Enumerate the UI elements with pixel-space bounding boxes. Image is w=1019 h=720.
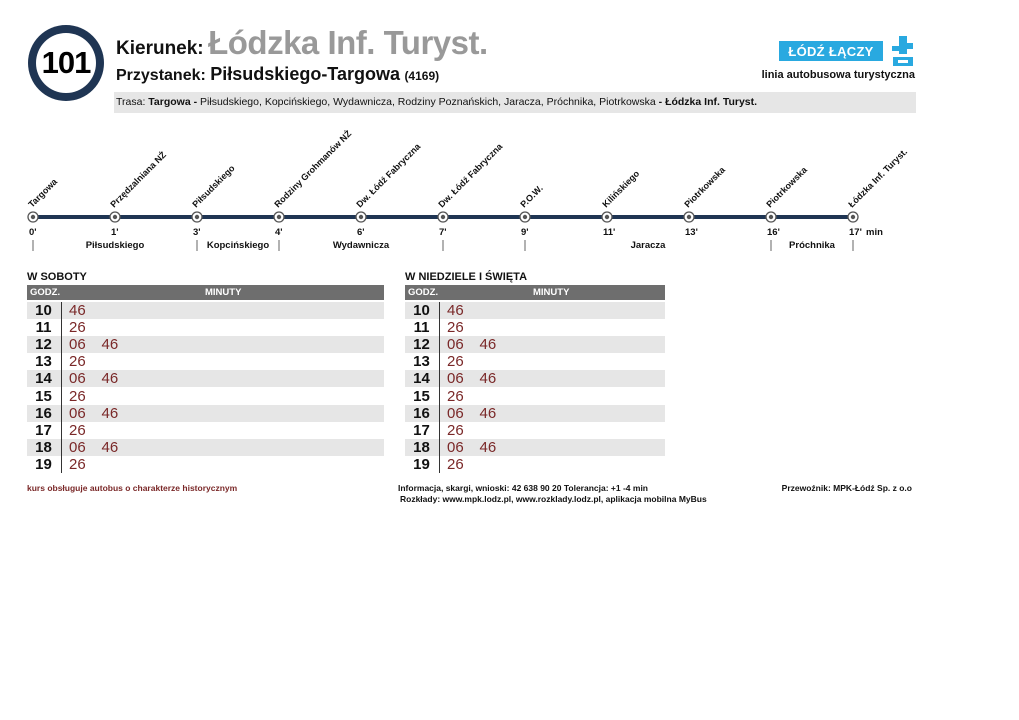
timetable-row bbox=[405, 388, 665, 405]
minute-cell: 46 bbox=[479, 370, 497, 388]
timetable-title: W SOBOTY bbox=[27, 271, 87, 283]
route-description bbox=[114, 92, 916, 113]
stop-name-label: Targowa bbox=[26, 176, 60, 210]
route-stop bbox=[26, 176, 59, 238]
route-label: Trasa: bbox=[116, 96, 146, 108]
timetable-row bbox=[405, 456, 665, 473]
stop-time-label: 13' bbox=[685, 227, 698, 238]
stop-node-dot bbox=[687, 215, 691, 219]
timetable-row bbox=[27, 302, 384, 319]
stop-time-label: 17' bbox=[849, 227, 862, 238]
minute-cell: 26 bbox=[69, 421, 86, 439]
minute-cell: 46 bbox=[479, 404, 497, 422]
stop-time-label: 9' bbox=[521, 227, 529, 238]
route-end: - Łódzka Inf. Turyst. bbox=[658, 96, 758, 108]
hour-cell: 17 bbox=[413, 421, 430, 439]
route-stop bbox=[518, 183, 544, 238]
stop-node-dot bbox=[441, 215, 445, 219]
minute-cell: 26 bbox=[447, 455, 464, 473]
stop-name-label: Łódzka Inf. Turyst. bbox=[846, 146, 910, 210]
minute-cell: 46 bbox=[101, 438, 119, 456]
minute-cell: 06 bbox=[69, 438, 86, 456]
stop-node-dot bbox=[195, 215, 199, 219]
minute-cell: 06 bbox=[447, 404, 464, 422]
stop-time-label: 16' bbox=[767, 227, 780, 238]
direction-line bbox=[116, 24, 488, 62]
minute-cell: 06 bbox=[69, 404, 86, 422]
stop-name-label: Dw. Łódź Fabryczna bbox=[436, 141, 505, 210]
direction-value: Łódzka Inf. Turyst. bbox=[208, 24, 488, 61]
stop-node-dot bbox=[851, 215, 855, 219]
hour-cell: 15 bbox=[413, 387, 430, 405]
route-stop bbox=[600, 168, 641, 238]
stop-line bbox=[116, 64, 439, 85]
stop-label: Przystanek: bbox=[116, 67, 206, 84]
stop-name-label: Piotrkowska bbox=[764, 164, 809, 210]
hour-column-header: GODZ. bbox=[30, 287, 61, 298]
timetable-row bbox=[27, 422, 384, 439]
timetable-row bbox=[405, 302, 665, 319]
timetable-row bbox=[405, 439, 665, 456]
info-contact: Informacja, skargi, wnioski: 42 638 90 20 Tolerancja: +1 -4 min bbox=[398, 483, 648, 493]
minute-cell: 46 bbox=[101, 404, 119, 422]
stop-name-label: Piłsudskiego bbox=[190, 163, 237, 210]
route-stop bbox=[764, 164, 809, 238]
hour-cell: 19 bbox=[413, 455, 430, 473]
street-segment-label: Kopcińskiego bbox=[206, 240, 270, 251]
route-stop bbox=[108, 149, 168, 238]
route-start: Targowa - bbox=[148, 96, 198, 108]
minute-cell: 46 bbox=[479, 336, 497, 354]
hour-cell: 16 bbox=[35, 404, 52, 422]
hour-cell: 12 bbox=[413, 336, 430, 354]
line-type-label: linia autobusowa turystyczna bbox=[761, 69, 915, 81]
minute-cell: 26 bbox=[447, 421, 464, 439]
timetable-row bbox=[27, 456, 384, 473]
route-diagram bbox=[0, 120, 1019, 260]
route-stop bbox=[272, 128, 353, 238]
stop-name-label: P.O.W. bbox=[518, 183, 545, 210]
minute-cell: 46 bbox=[101, 370, 119, 388]
street-segment-label: Próchnika bbox=[789, 240, 835, 251]
minute-cell: 26 bbox=[69, 319, 86, 337]
timetable-row bbox=[27, 370, 384, 387]
hour-divider-line bbox=[61, 302, 62, 473]
stop-time-label: 11' bbox=[603, 227, 616, 238]
stop-name-label: Piotrkowska bbox=[682, 164, 727, 210]
hour-cell: 13 bbox=[35, 353, 52, 371]
stop-node-dot bbox=[31, 215, 35, 219]
timetable-row bbox=[405, 422, 665, 439]
stop-time-label: 3' bbox=[193, 227, 201, 238]
minute-cell: 46 bbox=[479, 438, 497, 456]
route-streets: Piłsudskiego, Kopcińskiego, Wydawnicza, Rodziny Poznańskich, Jaracza, Próchnika, Piotrkowska bbox=[200, 96, 656, 108]
hour-cell: 10 bbox=[413, 302, 430, 319]
hour-column-header: GODZ. bbox=[408, 287, 439, 298]
timetable-row bbox=[405, 405, 665, 422]
street-segment-label: Wydawnicza bbox=[332, 240, 390, 251]
stop-node-dot bbox=[359, 215, 363, 219]
timetable-row bbox=[405, 336, 665, 353]
hour-cell: 15 bbox=[35, 387, 52, 405]
route-stop bbox=[846, 147, 909, 238]
minute-cell: 06 bbox=[69, 370, 86, 388]
hour-cell: 19 bbox=[35, 455, 52, 473]
line-number-badge bbox=[28, 25, 104, 101]
minute-cell: 26 bbox=[447, 319, 464, 337]
minute-cell: 26 bbox=[69, 353, 86, 371]
minute-cell: 06 bbox=[69, 336, 86, 354]
route-stop bbox=[354, 141, 423, 238]
route-stop bbox=[682, 164, 727, 238]
stop-node-dot bbox=[523, 215, 527, 219]
timetable-header bbox=[405, 285, 665, 300]
historic-note: kurs obsługuje autobus o charakterze historycznym bbox=[27, 483, 238, 493]
stop-code: (4169) bbox=[404, 69, 440, 83]
hour-cell: 11 bbox=[35, 319, 52, 337]
stop-node-dot bbox=[277, 215, 281, 219]
minute-cell: 26 bbox=[69, 455, 86, 473]
minute-cell: 26 bbox=[447, 353, 464, 371]
stop-time-label: 0' bbox=[29, 227, 37, 238]
timetable-row bbox=[27, 336, 384, 353]
hour-cell: 13 bbox=[413, 353, 430, 371]
stop-name-label: Kilińskiego bbox=[600, 168, 642, 210]
lodz-logo-mark-icon bbox=[890, 34, 916, 68]
hour-cell: 18 bbox=[413, 438, 430, 456]
minutes-column-header: MINUTY bbox=[205, 287, 242, 298]
minute-cell: 06 bbox=[447, 370, 464, 388]
minute-cell: 26 bbox=[69, 387, 86, 405]
hour-cell: 14 bbox=[413, 370, 430, 388]
route-stop bbox=[190, 163, 237, 238]
hour-cell: 16 bbox=[413, 404, 430, 422]
minute-cell: 26 bbox=[447, 387, 464, 405]
route-stop bbox=[436, 141, 505, 238]
timetable-row bbox=[27, 405, 384, 422]
hour-cell: 17 bbox=[35, 421, 52, 439]
stop-node-dot bbox=[113, 215, 117, 219]
line-number: 101 bbox=[41, 45, 91, 80]
stop-name-label: Dw. Łódź Fabryczna bbox=[354, 141, 423, 210]
timetable-row bbox=[405, 370, 665, 387]
street-segment-label: Jaracza bbox=[630, 240, 666, 251]
stop-time-label: 4' bbox=[275, 227, 283, 238]
schedules-links: Rozkłady: www.mpk.lodz.pl, www.rozklady.lodz.pl, aplikacja mobilna MyBus bbox=[400, 494, 707, 504]
stop-name: Piłsudskiego-Targowa bbox=[210, 64, 400, 84]
minute-cell: 46 bbox=[101, 336, 119, 354]
timetable-header bbox=[27, 285, 384, 300]
minute-cell: 46 bbox=[447, 302, 464, 319]
hour-cell: 14 bbox=[35, 370, 52, 388]
direction-label: Kierunek: bbox=[116, 38, 204, 59]
hour-cell: 10 bbox=[35, 302, 52, 319]
hour-cell: 12 bbox=[35, 336, 52, 354]
minute-cell: 46 bbox=[69, 302, 86, 319]
stop-time-label: 1' bbox=[111, 227, 119, 238]
hour-cell: 11 bbox=[413, 319, 430, 337]
timetable-title: W NIEDZIELE I ŚWIĘTA bbox=[405, 271, 528, 283]
lodz-laczy-logo: ŁÓDŹ ŁĄCZY bbox=[779, 41, 883, 61]
timetable-row bbox=[27, 388, 384, 405]
stop-time-label: 6' bbox=[357, 227, 365, 238]
stop-name-label: Rodziny Grohmanów NŻ bbox=[272, 128, 354, 210]
timetable-row bbox=[27, 319, 384, 336]
stop-name-label: Przędzalniana NŻ bbox=[108, 149, 169, 210]
hour-divider-line bbox=[439, 302, 440, 473]
minutes-column-header: MINUTY bbox=[533, 287, 570, 298]
stop-node-dot bbox=[769, 215, 773, 219]
time-unit-label: min bbox=[866, 227, 883, 238]
hour-cell: 18 bbox=[35, 438, 52, 456]
street-segment-label: Piłsudskiego bbox=[85, 240, 145, 251]
timetable-row bbox=[405, 319, 665, 336]
minute-cell: 06 bbox=[447, 336, 464, 354]
timetable-row bbox=[405, 353, 665, 370]
timetable-row bbox=[27, 439, 384, 456]
carrier-info: Przewoźnik: MPK-Łódź Sp. z o.o bbox=[781, 483, 912, 493]
minute-cell: 06 bbox=[447, 438, 464, 456]
stop-time-label: 7' bbox=[439, 227, 447, 238]
stop-node-dot bbox=[605, 215, 609, 219]
timetable-row bbox=[27, 353, 384, 370]
